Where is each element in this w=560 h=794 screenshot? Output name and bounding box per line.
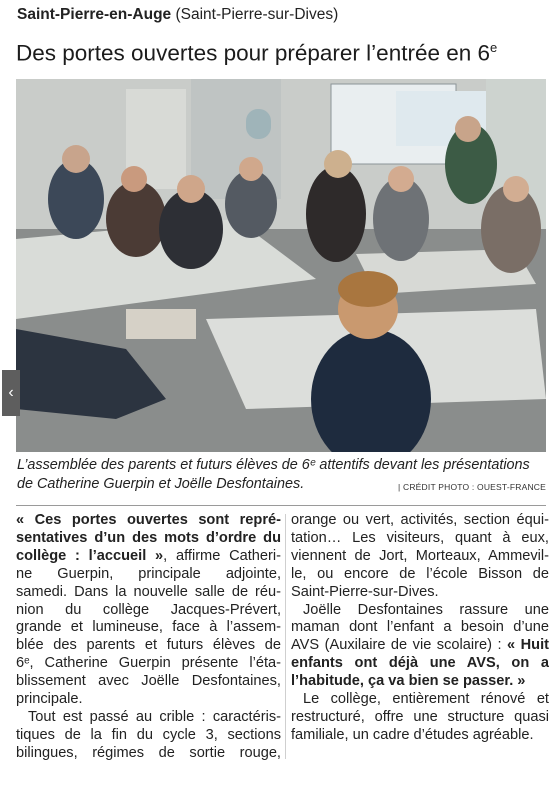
text-line: Le collège, entièrement rénové et [303,691,549,708]
text-line: orange ou vert, activités, section équi- [291,512,549,528]
article-headline [16,40,497,67]
text-line: sentatives d’un des mots d’ordre du [16,529,281,546]
text-line: AVS (Auxilaire de vie scolaire) : « Huit [291,637,549,654]
text-line: collège : l’accueil », affirme Catheri- [16,547,281,564]
text-line: blée des parents et futurs élèves de [16,637,281,654]
text-line: bilingues, régimes de sortie rouge, [16,744,281,761]
caption-line-2: de Catherine Guerpin et Joëlle Desfontaines. [17,476,305,492]
text-line: ne Guerpin, principale adjointe, [16,565,281,582]
text-line: l’habitude, ça va bien se passer. » [291,673,526,690]
text-line: tiques de la fin du cycle 3, sections [16,726,281,743]
text-line: grande et lumineuse, face à l’assem- [16,619,281,636]
text-line: « Ces portes ouvertes sont repré- [16,512,281,528]
headline-text: Des portes ouvertes pour préparer l’entrée en 6 [16,40,491,66]
column-divider [285,514,286,759]
article-column-2 [291,512,549,745]
text-line: restructuré, offre une structure quasi [291,708,549,725]
text-line: maman dont l’enfant a besoin d’une [291,619,549,636]
text-line: blissement avec Joëlle Desfontaines, [16,673,281,690]
location-name: Saint-Pierre-en-Auge [17,6,172,23]
previous-photo-button[interactable] [2,370,20,416]
headline-superscript: e [490,40,498,55]
text-line: enfants ont déjà une AVS, on a [291,655,549,672]
divider [16,505,546,506]
text-line: Joëlle Desfontaines rassure une [303,601,549,618]
text-line: principale. [16,691,83,708]
text-line: Tout est passé au crible : caractéris- [28,708,281,725]
text-line: familiale, un cadre d’études agréable. [291,726,534,743]
text-line: le, ou encore de l’école Bisson de [291,565,549,582]
text-line: tation… Les visiteurs, quant à eux, [291,529,549,546]
sublocation-name: (Saint-Pierre-sur-Dives) [175,6,339,23]
article-header [17,6,547,24]
photo-credit: | CRÉDIT PHOTO : OUEST-FRANCE [398,482,546,492]
text-line: viennent de Jort, Morteaux, Ammevil- [291,547,549,564]
caption-line-1: L’assemblée des parents et futurs élèves de 6ᵉ attentifs devant les présentations [17,457,530,473]
text-line: 6ᵉ, Catherine Guerpin présente l’éta- [16,655,281,672]
article-column-1 [16,512,281,763]
chevron-left-icon: ‹ [8,384,14,401]
classroom-photo [16,79,546,452]
text-line: samedi. Dans la nouvelle salle de réu- [16,583,281,600]
text-line: Saint-Pierre-sur-Dives. [291,583,439,600]
text-line: nion du collège Jacques-Prévert, [16,601,281,618]
classroom-photo-illustration [16,79,546,452]
